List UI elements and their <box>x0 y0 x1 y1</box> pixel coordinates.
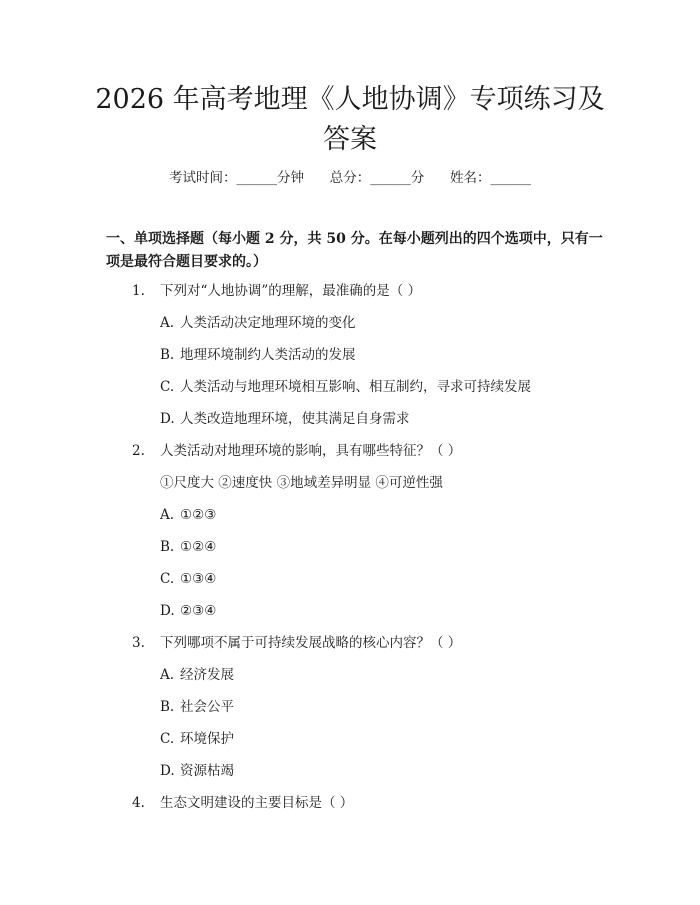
q2-option-a-letter: A. <box>160 507 175 523</box>
q2-option-d-letter: D. <box>160 603 175 619</box>
q3-option-c-text: 环境保护 <box>180 731 234 747</box>
q3-option-b-letter: B. <box>160 699 175 715</box>
q3-option-a-letter: A. <box>160 667 175 683</box>
q1-option-b-letter: B. <box>160 347 175 363</box>
q2-option-c-letter: C. <box>160 571 175 587</box>
q1-option-d-text: 人类改造地理环境，使其满足自身需求 <box>180 411 410 427</box>
question-number: 1. <box>132 283 145 299</box>
q1-option-c-letter: C. <box>160 379 175 395</box>
q1-option-d-letter: D. <box>160 411 175 427</box>
q3-option-c-letter: C. <box>160 731 175 747</box>
question-2-statements: ①尺度大 ②速度快 ③地域差异明显 ④可逆性强 <box>160 475 443 491</box>
q1-option-a-letter: A. <box>160 315 175 331</box>
question-4-number: 4. <box>132 795 145 811</box>
question-2-text: 人类活动对地理环境的影响，具有哪些特征？（ ） <box>160 443 462 459</box>
question-3-text: 下列哪项不属于可持续发展战略的核心内容？（ ） <box>160 635 462 651</box>
question-4-text: 生态文明建设的主要目标是（ ） <box>160 795 354 811</box>
q3-option-d-letter: D. <box>160 763 175 779</box>
q2-option-b-letter: B. <box>160 539 175 555</box>
q2-option-b-text: ①②④ <box>180 539 217 555</box>
q1-option-a-text: 人类活动决定地理环境的变化 <box>180 315 356 331</box>
question-3-number: 3. <box>132 635 145 651</box>
exam-meta-line: 考试时间：______分钟 总分：______分 姓名：______ <box>169 170 531 186</box>
q3-option-d-text: 资源枯竭 <box>180 763 234 779</box>
q3-option-b-text: 社会公平 <box>180 699 234 715</box>
section-heading: 一、单项选择题（每小题 2 分，共 50 分。在每小题列出的四个选项中，只有一项是最符合题目要求的。） <box>106 231 603 270</box>
question-1-text: 下列对“人地协调”的理解，最准确的是（ ） <box>160 283 422 299</box>
document-title: 2026 年高考地理《人地协调》专项练习及答案 <box>95 84 605 155</box>
q3-option-a-text: 经济发展 <box>180 667 234 683</box>
question-2-number: 2. <box>132 443 145 459</box>
q2-option-d-text: ②③④ <box>180 603 217 619</box>
q2-option-c-text: ①③④ <box>180 571 217 587</box>
q1-option-b-text: 地理环境制约人类活动的发展 <box>180 347 356 363</box>
q2-option-a-text: ①②③ <box>180 507 217 523</box>
q1-option-c-text: 人类活动与地理环境相互影响、相互制约，寻求可持续发展 <box>180 379 531 395</box>
